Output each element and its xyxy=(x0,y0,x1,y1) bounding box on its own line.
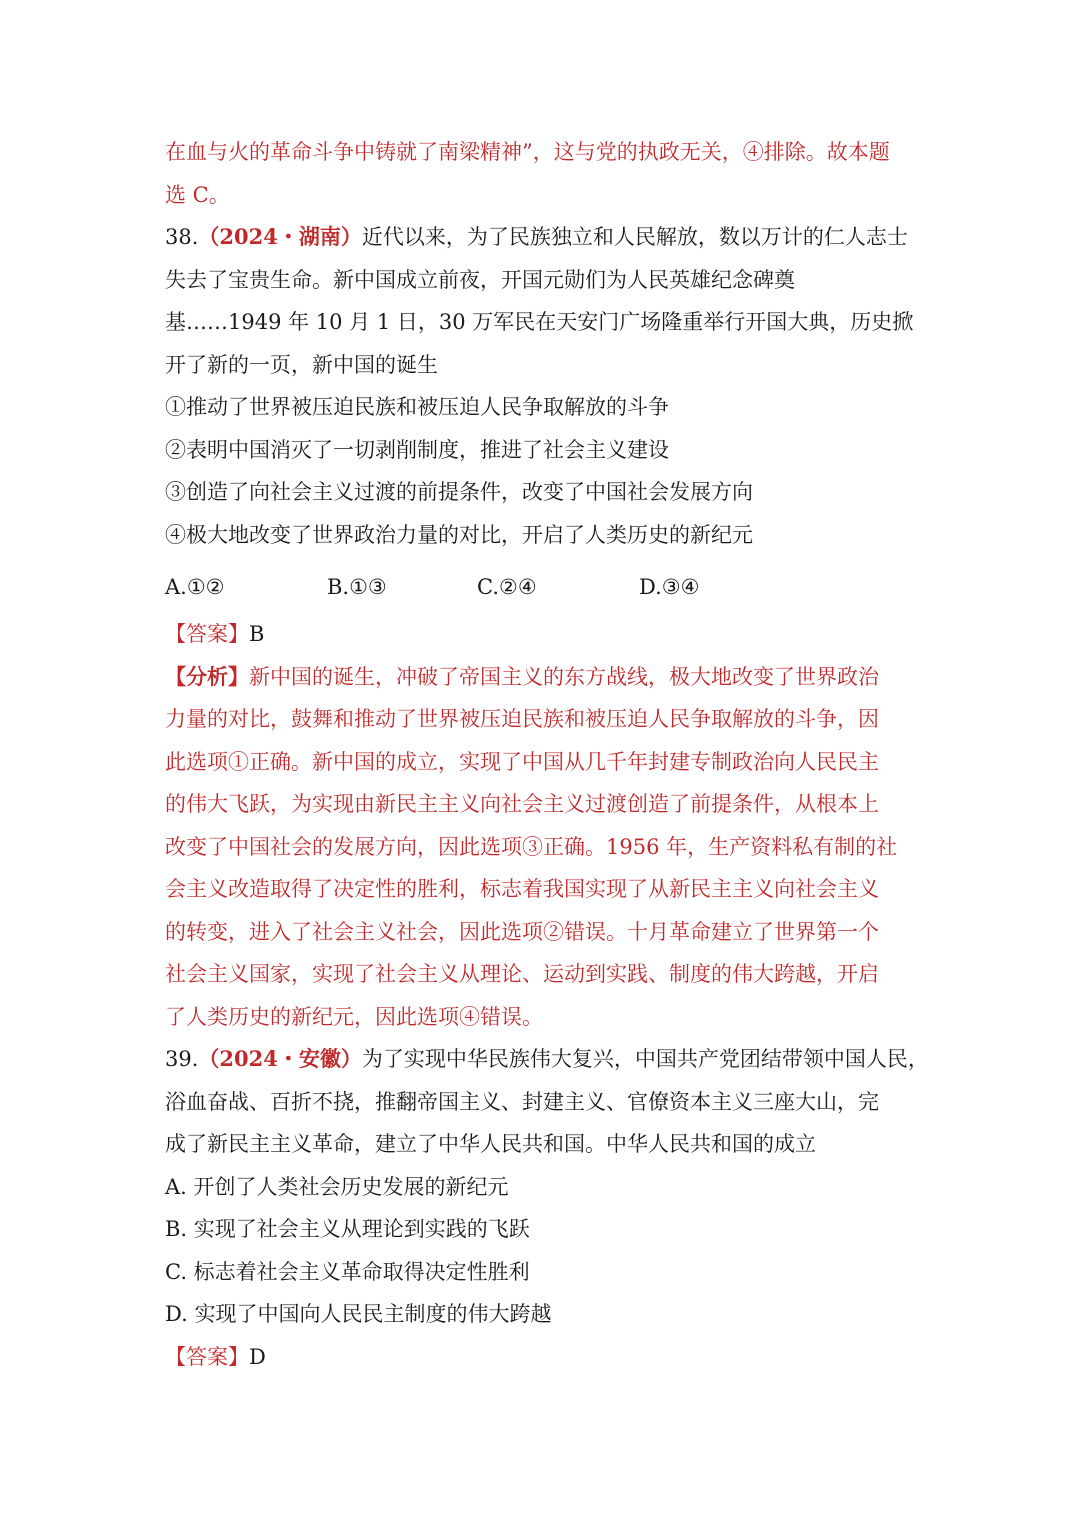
q38-analysis-line-5: 改变了中国社会的发展方向，因此选项③正确。1956 年，生产资料私有制的社 xyxy=(165,835,898,859)
q38-answer xyxy=(165,620,965,648)
q39-answer-value: D xyxy=(249,1345,266,1369)
q38-statement-3: ③创造了向社会主义过渡的前提条件，改变了中国社会发展方向 xyxy=(165,480,753,504)
q38-analysis-line-1 xyxy=(165,663,965,691)
q39-option-a: A. 开创了人类社会历史发展的新纪元 xyxy=(165,1175,509,1199)
q38-answer-value: B xyxy=(249,622,265,646)
prev-analysis-line-2: 选 C。 xyxy=(165,183,230,207)
q38-option-d: D.③④ xyxy=(639,575,700,599)
prev-analysis-line-1: 在血与火的革命斗争中铸就了南梁精神”，这与党的执政无关，④排除。故本题 xyxy=(165,140,890,164)
q38-analysis-line-9: 了人类历史的新纪元，因此选项④错误。 xyxy=(165,1005,543,1029)
q38-stem-line-4: 开了新的一页，新中国的诞生 xyxy=(165,353,438,377)
q39-stem-line-3: 成了新民主主义革命，建立了中华人民共和国。中华人民共和国的成立 xyxy=(165,1132,816,1156)
q39-option-b: B. 实现了社会主义从理论到实践的飞跃 xyxy=(165,1217,530,1241)
q39-stem-line-2: 浴血奋战、百折不挠，推翻帝国主义、封建主义、官僚资本主义三座大山，完 xyxy=(165,1090,879,1114)
q38-statement-4: ④极大地改变了世界政治力量的对比，开启了人类历史的新纪元 xyxy=(165,523,753,547)
q38-analysis-line-6: 会主义改造取得了决定性的胜利，标志着我国实现了从新民主主义向社会主义 xyxy=(165,877,879,901)
q38-analysis-line-7: 的转变，进入了社会主义社会，因此选项②错误。十月革命建立了世界第一个 xyxy=(165,920,879,944)
q38-stem-line-1 xyxy=(165,223,965,251)
q38-analysis-line-8: 社会主义国家，实现了社会主义从理论、运动到实践、制度的伟大跨越，开启 xyxy=(165,962,879,986)
q39-option-d: D. 实现了中国向人民民主制度的伟大跨越 xyxy=(165,1302,552,1326)
q39-option-c: C. 标志着社会主义革命取得决定性胜利 xyxy=(165,1260,530,1284)
q38-analysis-line-2: 力量的对比，鼓舞和推动了世界被压迫民族和被压迫人民争取解放的斗争，因 xyxy=(165,707,879,731)
q38-analysis-tag: 【分析】 xyxy=(165,664,249,689)
q38-analysis-line-3: 此选项①正确。新中国的成立，实现了中国从几千年封建专制政治向人民民主 xyxy=(165,750,879,774)
q39-answer-tag: 【答案】 xyxy=(165,1345,249,1369)
q39-answer xyxy=(165,1343,965,1371)
q39-stem-line-1 xyxy=(165,1045,965,1073)
q38-option-b: B.①③ xyxy=(327,575,387,599)
q38-statement-1: ①推动了世界被压迫民族和被压迫人民争取解放的斗争 xyxy=(165,395,669,419)
q38-statement-2: ②表明中国消灭了一切剥削制度，推进了社会主义建设 xyxy=(165,438,669,462)
q39-stem-text-1: 为了实现中华民族伟大复兴，中国共产党团结带领中国人民， xyxy=(361,1047,929,1071)
q39-source: （2024・安徽） xyxy=(198,1046,362,1071)
q38-analysis-text-1: 新中国的诞生，冲破了帝国主义的东方战线，极大地改变了世界政治 xyxy=(249,665,879,689)
q38-stem-line-3: 基……1949 年 10 月 1 日，30 万军民在天安门广场隆重举行开国大典，历史掀 xyxy=(165,310,914,334)
q38-analysis-line-4: 的伟大飞跃，为实现由新民主主义向社会主义过渡创造了前提条件，从根本上 xyxy=(165,792,879,816)
q38-stem-line-2: 失去了宝贵生命。新中国成立前夜，开国元勋们为人民英雄纪念碑奠 xyxy=(165,268,795,292)
q38-answer-tag: 【答案】 xyxy=(165,622,249,646)
q39-number: 39. xyxy=(165,1047,199,1071)
q38-option-c: C.②④ xyxy=(477,575,537,599)
q38-option-a: A.①② xyxy=(165,575,225,599)
q38-number: 38. xyxy=(165,225,199,249)
q38-source: （2024・湖南） xyxy=(198,224,362,249)
q38-stem-text-1: 近代以来，为了民族独立和人民解放，数以万计的仁人志士 xyxy=(361,225,908,249)
